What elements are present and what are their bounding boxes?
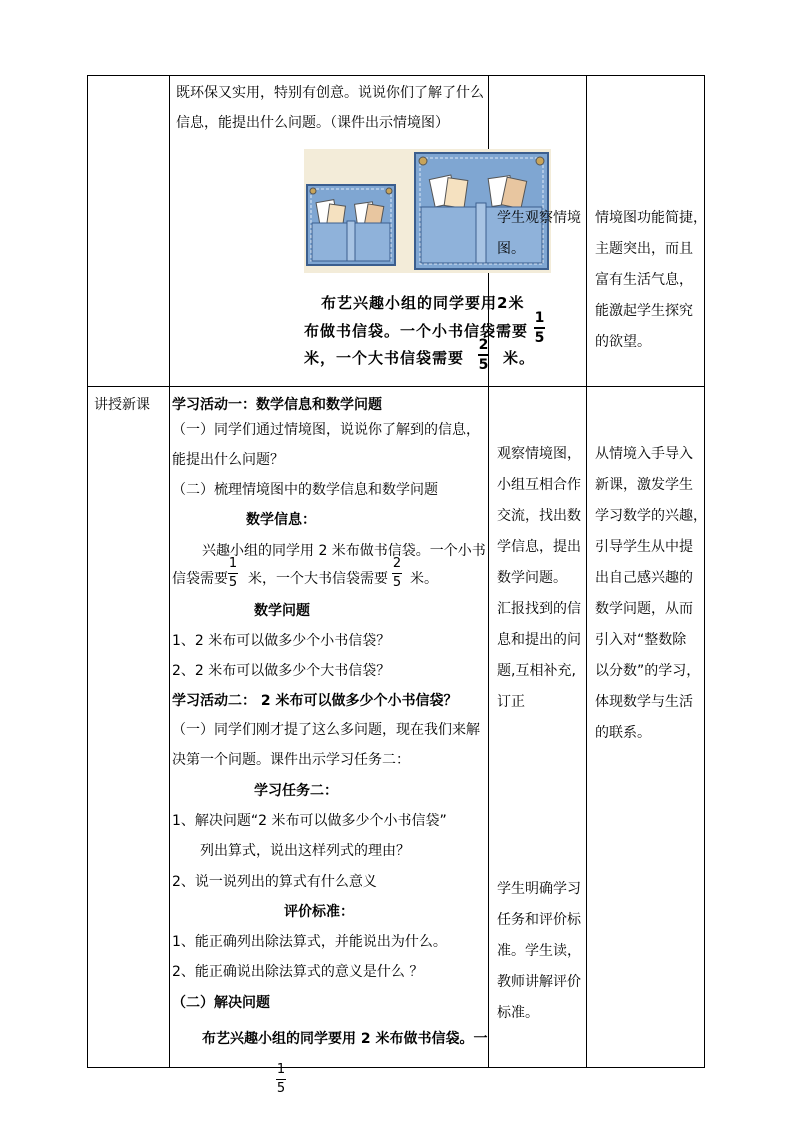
info-line: 米。: [410, 571, 438, 587]
table-row: [88, 76, 705, 387]
fraction-two-fifths: 2 5: [392, 556, 402, 590]
criteria-heading: 评价标准：: [284, 904, 354, 920]
small-pouch-icon: [307, 185, 395, 265]
task-item: 1、解决问题“2 米布可以做多少个小书信袋”: [172, 813, 447, 829]
info-line: 信袋需要: [172, 571, 228, 587]
info-line: 米，一个大书信袋需要: [248, 571, 388, 587]
table-row: [88, 387, 705, 1068]
task-heading: 学习任务二：: [254, 783, 338, 799]
stage-cell-empty: [88, 76, 170, 387]
paragraph-line: （一）同学们刚才提了这么多问题，现在我们来解: [172, 722, 480, 738]
design-intent-text: 情境图功能简捷， 主题突出，而且 富有生活气息， 能激起学生探究 的欲望。: [595, 210, 707, 350]
lesson-plan-table: [87, 75, 705, 1068]
design-intent-text: 从情境入手导入 新课，激发学生 学习数学的兴趣， 引导学生从中提 出自己感兴趣的 数学问题，从而 引入对“整数除 以分数”的学习， 体现数学与生活 的联系。: [595, 446, 707, 741]
task-item: 列出算式，说出这样列式的理由？: [200, 843, 410, 859]
solve-line: 布艺兴趣小组的同学要用 2 米布做书信袋。一: [202, 1031, 488, 1047]
paragraph-line: 能提出什么问题？: [172, 452, 284, 468]
problem-item: 2、2 米布可以做多少个大书信袋？: [172, 663, 391, 679]
activity1-title: 学习活动一：数学信息和数学问题: [172, 397, 382, 413]
criteria-item: 2、能正确说出除法算式的意义是什么 ？: [172, 964, 424, 980]
student-activity-text: 学生观察情境 图。: [497, 210, 581, 257]
illustration-caption: 布做书信袋。一个小书信袋需要: [304, 322, 529, 340]
fraction-one-fifth: 1 5: [534, 310, 545, 346]
student-activity-text: 观察情境图， 小组互相合作 交流，找出数 学信息，提出 数学问题。 汇报找到的信 息和提出的问 题,互相补充, 订正: [497, 446, 581, 710]
info-heading: 数学信息：: [246, 512, 316, 528]
task-item: 2、说一说列出的算式有什么意义: [172, 874, 377, 890]
paragraph-line: （一）同学们通过情境图，说说你了解到的信息，: [172, 422, 480, 438]
fraction-two-fifths: 2 5: [478, 337, 489, 373]
solve-heading: （二）解决问题: [172, 995, 270, 1011]
intro-line: 既环保又实用，特别有创意。说说你们了解了什么: [176, 85, 484, 101]
student-activity-text: 学生明确学习 任务和评价标 准。学生读， 教师讲解评价 标准。: [497, 881, 581, 1021]
design-intent-cell: [587, 387, 705, 1068]
illustration-caption: 米。: [503, 349, 536, 367]
illustration-caption: 米，一个大书信袋需要: [304, 349, 465, 367]
student-activity-cell: [489, 387, 587, 1068]
info-line: 兴趣小组的同学用 2 米布做书信袋。一个小书: [202, 543, 486, 559]
problem-heading: 数学问题: [254, 603, 310, 619]
illustration-caption: 布艺兴趣小组的同学要用2米: [321, 294, 525, 312]
paragraph-line: （二）梳理情境图中的数学信息和数学问题: [172, 482, 438, 498]
stage-label: 讲授新课: [94, 397, 150, 413]
fraction-one-fifth: 1 5: [276, 1062, 286, 1096]
criteria-item: 1、能正确列出除法算式，并能说出为什么。: [172, 934, 447, 950]
design-intent-cell: [587, 76, 705, 387]
paragraph-line: 决第一个问题。课件出示学习任务二：: [172, 752, 410, 768]
problem-item: 1、2 米布可以做多少个小书信袋？: [172, 633, 391, 649]
stage-cell: [88, 387, 170, 1068]
content-cell: [170, 387, 489, 1068]
intro-line: 信息，能提出什么问题。（课件出示情境图）: [176, 115, 449, 131]
student-activity-cell: [489, 76, 587, 387]
fraction-one-fifth: 1 5: [228, 556, 238, 590]
activity2-title: 学习活动二： 2 米布可以做多少个小书信袋？: [172, 693, 458, 709]
